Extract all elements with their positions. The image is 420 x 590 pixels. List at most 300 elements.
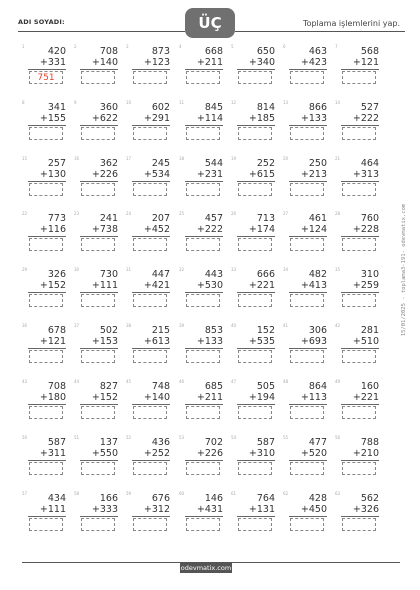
problem-number: 40 [231, 323, 237, 328]
answer-box[interactable] [290, 518, 324, 531]
second-addend: +221 [248, 280, 275, 291]
sum-line [132, 460, 170, 461]
problem-number: 1 [22, 44, 25, 49]
addition-problem [126, 44, 174, 94]
sum-line [185, 236, 223, 237]
first-addend: 544 [204, 158, 223, 169]
second-addend: +174 [248, 224, 275, 235]
sum-line [80, 404, 118, 405]
problem-number: 55 [283, 435, 289, 440]
first-addend: 241 [99, 213, 118, 224]
addition-problem [283, 323, 331, 373]
first-addend: 505 [256, 381, 275, 392]
sum-line [185, 69, 223, 70]
addition-problem [179, 100, 227, 150]
footer-brand: odevmatix.com [180, 564, 232, 572]
addition-problem [283, 491, 331, 541]
problem-number: 24 [126, 211, 132, 216]
second-addend: +180 [39, 392, 66, 403]
sum-line [132, 348, 170, 349]
sum-line [237, 69, 275, 70]
first-addend: 160 [360, 381, 379, 392]
sum-line [132, 292, 170, 293]
addition-problem [231, 267, 279, 317]
second-addend: +185 [248, 113, 275, 124]
sum-line [237, 125, 275, 126]
sum-line [28, 404, 66, 405]
answer-box[interactable] [81, 183, 115, 196]
second-addend: +131 [248, 504, 275, 515]
second-addend: +693 [300, 336, 327, 347]
answer-box[interactable] [238, 238, 272, 251]
problem-number: 38 [126, 323, 132, 328]
second-addend: +738 [91, 224, 118, 235]
sum-line [132, 516, 170, 517]
second-addend: +413 [300, 280, 327, 291]
problem-number: 62 [283, 491, 289, 496]
problem-number: 21 [335, 156, 341, 161]
answer-box[interactable] [290, 183, 324, 196]
answer-box[interactable] [290, 462, 324, 475]
second-addend: +133 [196, 336, 223, 347]
first-addend: 502 [99, 325, 118, 336]
sum-line [237, 181, 275, 182]
first-addend: 866 [308, 102, 327, 113]
addition-problem [22, 44, 70, 94]
second-addend: +310 [248, 448, 275, 459]
problem-number: 35 [335, 267, 341, 272]
side-footer-text: 15/01/2025 - toplama3-191- odevmatix.com [401, 203, 407, 337]
problem-number: 12 [231, 100, 237, 105]
first-addend: 360 [99, 102, 118, 113]
first-addend: 685 [204, 381, 223, 392]
first-addend: 527 [360, 102, 379, 113]
first-addend: 764 [256, 493, 275, 504]
answer-box[interactable] [238, 294, 272, 307]
answer-box[interactable] [238, 127, 272, 140]
problem-number: 9 [74, 100, 77, 105]
sum-line [289, 348, 327, 349]
answer-box[interactable] [29, 238, 63, 251]
sum-line [28, 460, 66, 461]
answer-box[interactable] [186, 294, 220, 307]
first-addend: 310 [360, 269, 379, 280]
problem-number: 46 [179, 379, 185, 384]
answer-box[interactable]: 751 [29, 71, 63, 84]
answer-box[interactable] [29, 350, 63, 363]
addition-problem [335, 100, 383, 150]
answer-box[interactable] [81, 238, 115, 251]
addition-problem [22, 211, 70, 261]
sum-line [28, 69, 66, 70]
addition-problem [22, 435, 70, 485]
answer-box[interactable] [186, 71, 220, 84]
first-addend: 748 [151, 381, 170, 392]
problem-number: 23 [74, 211, 80, 216]
problem-number: 26 [231, 211, 237, 216]
addition-problem [22, 100, 70, 150]
first-addend: 568 [360, 46, 379, 57]
sum-line [237, 348, 275, 349]
answer-box[interactable] [342, 406, 376, 419]
first-addend: 477 [308, 437, 327, 448]
answer-box[interactable] [342, 518, 376, 531]
addition-problem [126, 100, 174, 150]
sum-line [132, 236, 170, 237]
first-addend: 773 [47, 213, 66, 224]
second-addend: +152 [91, 392, 118, 403]
addition-problem [231, 379, 279, 429]
problem-number: 28 [335, 211, 341, 216]
problem-number: 5 [231, 44, 234, 49]
sum-line [185, 348, 223, 349]
first-addend: 166 [99, 493, 118, 504]
addition-problem [74, 100, 122, 150]
first-addend: 864 [308, 381, 327, 392]
sum-line [132, 125, 170, 126]
sum-line [289, 292, 327, 293]
answer-box[interactable] [186, 127, 220, 140]
answer-box[interactable] [29, 183, 63, 196]
answer-box[interactable] [133, 518, 167, 531]
name-label: ADI SOYADI: [18, 18, 65, 26]
second-addend: +615 [248, 169, 275, 180]
sum-line [341, 348, 379, 349]
answer-box[interactable] [238, 462, 272, 475]
first-addend: 814 [256, 102, 275, 113]
addition-problem [335, 323, 383, 373]
sum-line [185, 125, 223, 126]
first-addend: 434 [47, 493, 66, 504]
sum-line [185, 516, 223, 517]
answer-box[interactable] [81, 406, 115, 419]
addition-problem [283, 267, 331, 317]
answer-box[interactable] [238, 518, 272, 531]
addition-problem [335, 435, 383, 485]
first-addend: 587 [47, 437, 66, 448]
first-addend: 152 [256, 325, 275, 336]
answer-box[interactable] [186, 406, 220, 419]
answer-box[interactable] [133, 238, 167, 251]
problem-number: 22 [22, 211, 28, 216]
sum-line [289, 125, 327, 126]
answer-box[interactable] [290, 71, 324, 84]
addition-problem [74, 435, 122, 485]
second-addend: +252 [143, 448, 170, 459]
answer-box[interactable] [81, 350, 115, 363]
second-addend: +326 [352, 504, 379, 515]
first-addend: 326 [47, 269, 66, 280]
second-addend: +194 [248, 392, 275, 403]
problem-number: 25 [179, 211, 185, 216]
problem-number: 60 [179, 491, 185, 496]
problem-number: 47 [231, 379, 237, 384]
sum-line [185, 181, 223, 182]
addition-problem [231, 211, 279, 261]
second-addend: +111 [39, 504, 66, 515]
problem-number: 58 [74, 491, 80, 496]
addition-problem [126, 491, 174, 541]
first-addend: 463 [308, 46, 327, 57]
sum-line [28, 236, 66, 237]
addition-problem [231, 435, 279, 485]
first-addend: 252 [256, 158, 275, 169]
addition-problem [231, 491, 279, 541]
addition-problem [179, 379, 227, 429]
first-addend: 436 [151, 437, 170, 448]
answer-box[interactable] [186, 350, 220, 363]
first-addend: 788 [360, 437, 379, 448]
second-addend: +113 [300, 392, 327, 403]
problem-number: 42 [335, 323, 341, 328]
addition-problem [283, 379, 331, 429]
first-addend: 702 [204, 437, 223, 448]
sum-line [237, 516, 275, 517]
sum-line [341, 404, 379, 405]
answer-box[interactable] [342, 127, 376, 140]
answer-box[interactable] [342, 294, 376, 307]
answer-box[interactable] [81, 127, 115, 140]
first-addend: 257 [47, 158, 66, 169]
operation-badge: ÜÇ [185, 8, 235, 38]
answer-box[interactable] [29, 127, 63, 140]
sum-line [80, 236, 118, 237]
problem-number: 6 [283, 44, 286, 49]
first-addend: 306 [308, 325, 327, 336]
second-addend: +124 [300, 224, 327, 235]
answer-box[interactable] [290, 294, 324, 307]
answer-box[interactable] [81, 462, 115, 475]
first-addend: 853 [204, 325, 223, 336]
first-addend: 207 [151, 213, 170, 224]
first-addend: 281 [360, 325, 379, 336]
problem-number: 7 [335, 44, 338, 49]
second-addend: +333 [91, 504, 118, 515]
addition-problem [179, 323, 227, 373]
answer-box[interactable] [133, 406, 167, 419]
sum-line [185, 292, 223, 293]
first-addend: 668 [204, 46, 223, 57]
addition-problem [231, 156, 279, 206]
problem-number: 34 [283, 267, 289, 272]
addition-problem [335, 156, 383, 206]
problem-number: 57 [22, 491, 28, 496]
answer-box[interactable] [342, 462, 376, 475]
problem-number: 33 [231, 267, 237, 272]
sum-line [28, 181, 66, 182]
answer-box[interactable] [133, 462, 167, 475]
addition-problem [231, 323, 279, 373]
first-addend: 245 [151, 158, 170, 169]
answer-box[interactable] [342, 183, 376, 196]
sum-line [237, 292, 275, 293]
answer-box[interactable] [342, 71, 376, 84]
answer-box[interactable] [238, 71, 272, 84]
problem-number: 41 [283, 323, 289, 328]
addition-problem [126, 323, 174, 373]
sum-line [289, 460, 327, 461]
sum-line [80, 516, 118, 517]
problem-number: 45 [126, 379, 132, 384]
second-addend: +313 [352, 169, 379, 180]
problem-number: 43 [22, 379, 28, 384]
second-addend: +535 [248, 336, 275, 347]
answer-box[interactable] [186, 183, 220, 196]
problem-number: 16 [74, 156, 80, 161]
problem-number: 20 [283, 156, 289, 161]
addition-problem [126, 156, 174, 206]
addition-problem [283, 211, 331, 261]
addition-problem [126, 211, 174, 261]
answer-box[interactable] [81, 294, 115, 307]
sum-line [341, 181, 379, 182]
answer-box[interactable] [133, 127, 167, 140]
problem-number: 29 [22, 267, 28, 272]
answer-box[interactable] [29, 406, 63, 419]
second-addend: +421 [143, 280, 170, 291]
sum-line [341, 125, 379, 126]
addition-problem [179, 156, 227, 206]
addition-problem [74, 267, 122, 317]
second-addend: +211 [196, 57, 223, 68]
second-addend: +311 [39, 448, 66, 459]
second-addend: +312 [143, 504, 170, 515]
addition-problem [283, 156, 331, 206]
second-addend: +222 [196, 224, 223, 235]
first-addend: 602 [151, 102, 170, 113]
second-addend: +431 [196, 504, 223, 515]
problem-number: 2 [74, 44, 77, 49]
first-addend: 650 [256, 46, 275, 57]
answer-box[interactable] [29, 462, 63, 475]
addition-problem [335, 211, 383, 261]
addition-problem [74, 44, 122, 94]
second-addend: +226 [196, 448, 223, 459]
problem-number: 4 [179, 44, 182, 49]
sum-line [237, 236, 275, 237]
addition-problem [74, 211, 122, 261]
problem-number: 36 [22, 323, 28, 328]
second-addend: +130 [39, 169, 66, 180]
problem-number: 14 [335, 100, 341, 105]
first-addend: 676 [151, 493, 170, 504]
sum-line [80, 292, 118, 293]
second-addend: +331 [39, 57, 66, 68]
answer-box[interactable] [81, 518, 115, 531]
sum-line [28, 516, 66, 517]
instruction-text: Toplama işlemlerini yap. [303, 19, 400, 28]
addition-problem [126, 267, 174, 317]
sum-line [132, 69, 170, 70]
problem-number: 59 [126, 491, 132, 496]
sum-line [80, 348, 118, 349]
sum-line [289, 69, 327, 70]
sum-line [237, 460, 275, 461]
sum-line [185, 404, 223, 405]
answer-box[interactable] [290, 238, 324, 251]
addition-problem [231, 100, 279, 150]
problem-number: 11 [179, 100, 185, 105]
second-addend: +153 [91, 336, 118, 347]
problem-number: 39 [179, 323, 185, 328]
problem-number: 63 [335, 491, 341, 496]
addition-problem [126, 435, 174, 485]
first-addend: 678 [47, 325, 66, 336]
answer-box[interactable] [186, 462, 220, 475]
second-addend: +111 [91, 280, 118, 291]
first-addend: 428 [308, 493, 327, 504]
addition-problem [126, 379, 174, 429]
sum-line [289, 236, 327, 237]
sum-line [28, 348, 66, 349]
second-addend: +152 [39, 280, 66, 291]
problem-number: 56 [335, 435, 341, 440]
answer-box[interactable] [290, 127, 324, 140]
problem-number: 17 [126, 156, 132, 161]
answer-box[interactable] [186, 518, 220, 531]
problem-number: 53 [179, 435, 185, 440]
sum-line [341, 236, 379, 237]
answer-box[interactable] [238, 183, 272, 196]
second-addend: +613 [143, 336, 170, 347]
problem-number: 61 [231, 491, 237, 496]
sum-line [289, 404, 327, 405]
sum-line [28, 125, 66, 126]
second-addend: +291 [143, 113, 170, 124]
answer-box[interactable] [238, 406, 272, 419]
addition-problem [179, 44, 227, 94]
second-addend: +133 [300, 113, 327, 124]
second-addend: +210 [352, 448, 379, 459]
first-addend: 362 [99, 158, 118, 169]
first-addend: 341 [47, 102, 66, 113]
answer-box[interactable] [238, 350, 272, 363]
answer-box[interactable] [133, 183, 167, 196]
sum-line [132, 404, 170, 405]
answer-box[interactable] [133, 294, 167, 307]
addition-problem [22, 491, 70, 541]
answer-box[interactable] [342, 350, 376, 363]
second-addend: +140 [91, 57, 118, 68]
answer-box[interactable] [29, 294, 63, 307]
problem-number: 10 [126, 100, 132, 105]
answer-box[interactable] [186, 238, 220, 251]
answer-box[interactable] [133, 350, 167, 363]
answer-box[interactable] [133, 71, 167, 84]
first-addend: 443 [204, 269, 223, 280]
answer-box[interactable] [342, 238, 376, 251]
sum-line [80, 460, 118, 461]
addition-problem [22, 267, 70, 317]
addition-problem [179, 435, 227, 485]
first-addend: 447 [151, 269, 170, 280]
first-addend: 250 [308, 158, 327, 169]
addition-problem [22, 323, 70, 373]
first-addend: 666 [256, 269, 275, 280]
answer-box[interactable] [290, 406, 324, 419]
second-addend: +114 [196, 113, 223, 124]
answer-box[interactable] [81, 71, 115, 84]
answer-box[interactable] [290, 350, 324, 363]
second-addend: +510 [352, 336, 379, 347]
answer-box[interactable] [29, 518, 63, 531]
first-addend: 146 [204, 493, 223, 504]
addition-problem [335, 379, 383, 429]
sum-line [28, 292, 66, 293]
sum-line [80, 125, 118, 126]
problem-number: 3 [126, 44, 129, 49]
first-addend: 708 [47, 381, 66, 392]
